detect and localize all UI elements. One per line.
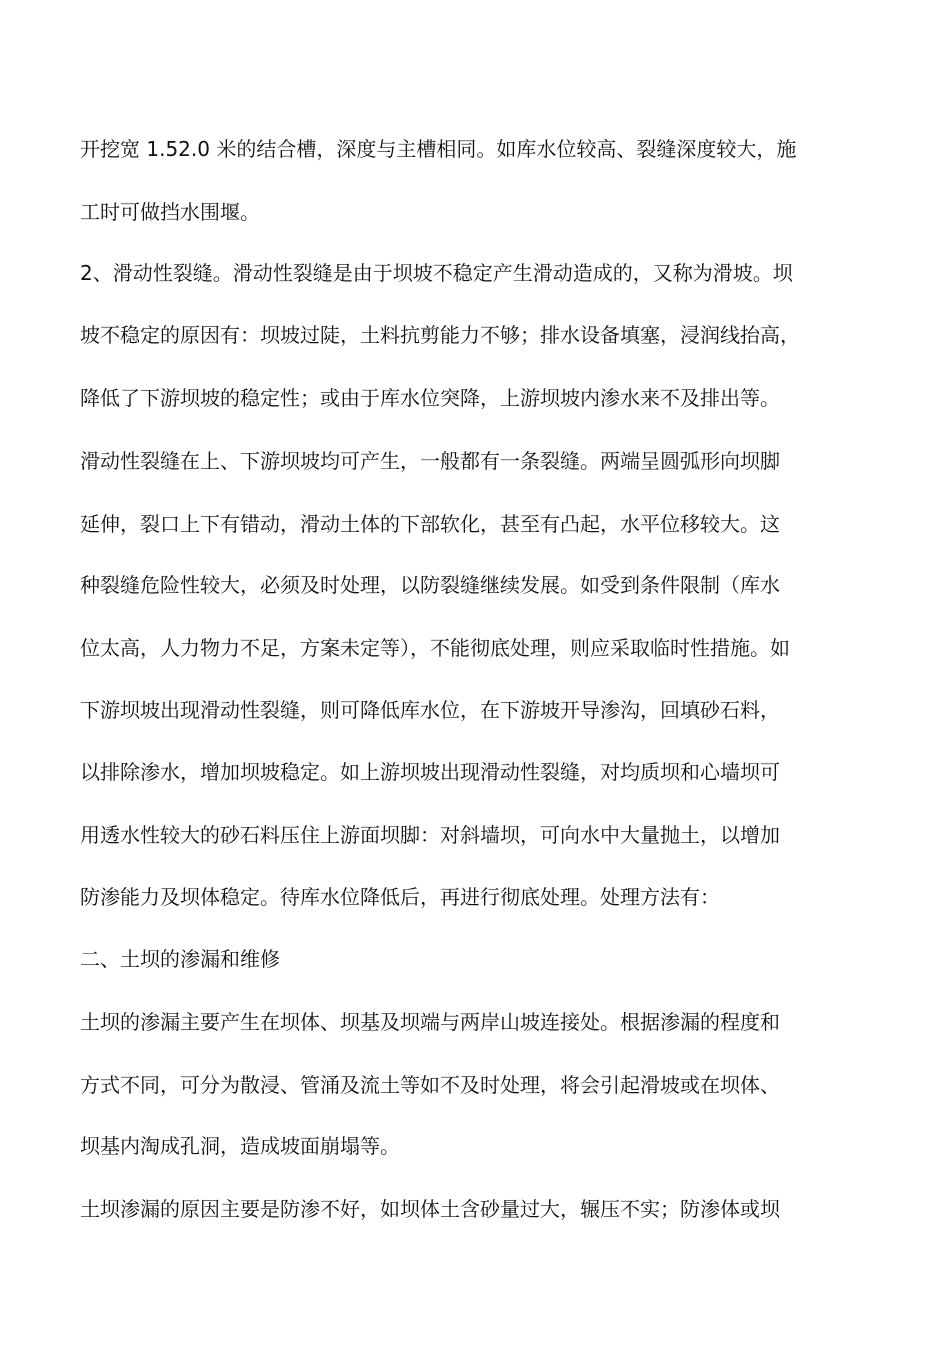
text-line: 2、滑动性裂缝。滑动性裂缝是由于坝坡不稳定产生滑动造成的，又称为滑坡。坝 — [80, 261, 793, 285]
text-line: 延伸，裂口上下有错动，滑动土体的下部软化，甚至有凸起，水平位移较大。这 — [80, 512, 780, 536]
text-line: 用透水性较大的砂石料压住上游面坝脚：对斜墙坝，可向水中大量抛土，以增加 — [80, 823, 780, 847]
text-line: 方式不同，可分为散浸、管涌及流土等如不及时处理，将会引起滑坡或在坝体、 — [80, 1073, 780, 1097]
text-line: 坡不稳定的原因有：坝坡过陡，土料抗剪能力不够；排水设备填塞，浸润线抬高， — [80, 323, 800, 347]
text-line: 位太高，人力物力不足，方案未定等），不能彻底处理，则应采取临时性措施。如 — [80, 636, 790, 660]
text-line: 坝基内淘成孔洞，造成坡面崩塌等。 — [80, 1134, 400, 1158]
section-heading: 二、土坝的渗漏和维修 — [80, 947, 280, 971]
text-line: 土坝的渗漏主要产生在坝体、坝基及坝端与两岸山坡连接处。根据渗漏的程度和 — [80, 1010, 780, 1034]
text-line: 防渗能力及坝体稳定。待库水位降低后，再进行彻底处理。处理方法有： — [80, 885, 720, 909]
text-line: 工时可做挡水围堰。 — [80, 200, 260, 224]
text-line: 开挖宽 1.52.0 米的结合槽，深度与主槽相同。如库水位较高、裂缝深度较大，施 — [80, 137, 797, 161]
text-line: 滑动性裂缝在上、下游坝坡均可产生，一般都有一条裂缝。两端呈圆弧形向坝脚 — [80, 449, 780, 473]
text-line: 降低了下游坝坡的稳定性；或由于库水位突降，上游坝坡内渗水来不及排出等。 — [80, 386, 780, 410]
text-line: 下游坝坡出现滑动性裂缝，则可降低库水位，在下游坡开导渗沟，回填砂石料， — [80, 698, 780, 722]
text-line: 以排除渗水，增加坝坡稳定。如上游坝坡出现滑动性裂缝，对均质坝和心墙坝可 — [80, 760, 780, 784]
text-line: 土坝渗漏的原因主要是防渗不好，如坝体土含砂量过大，辗压不实；防渗体或坝 — [80, 1197, 780, 1221]
text-line: 种裂缝危险性较大，必须及时处理，以防裂缝继续发展。如受到条件限制（库水 — [80, 573, 780, 597]
